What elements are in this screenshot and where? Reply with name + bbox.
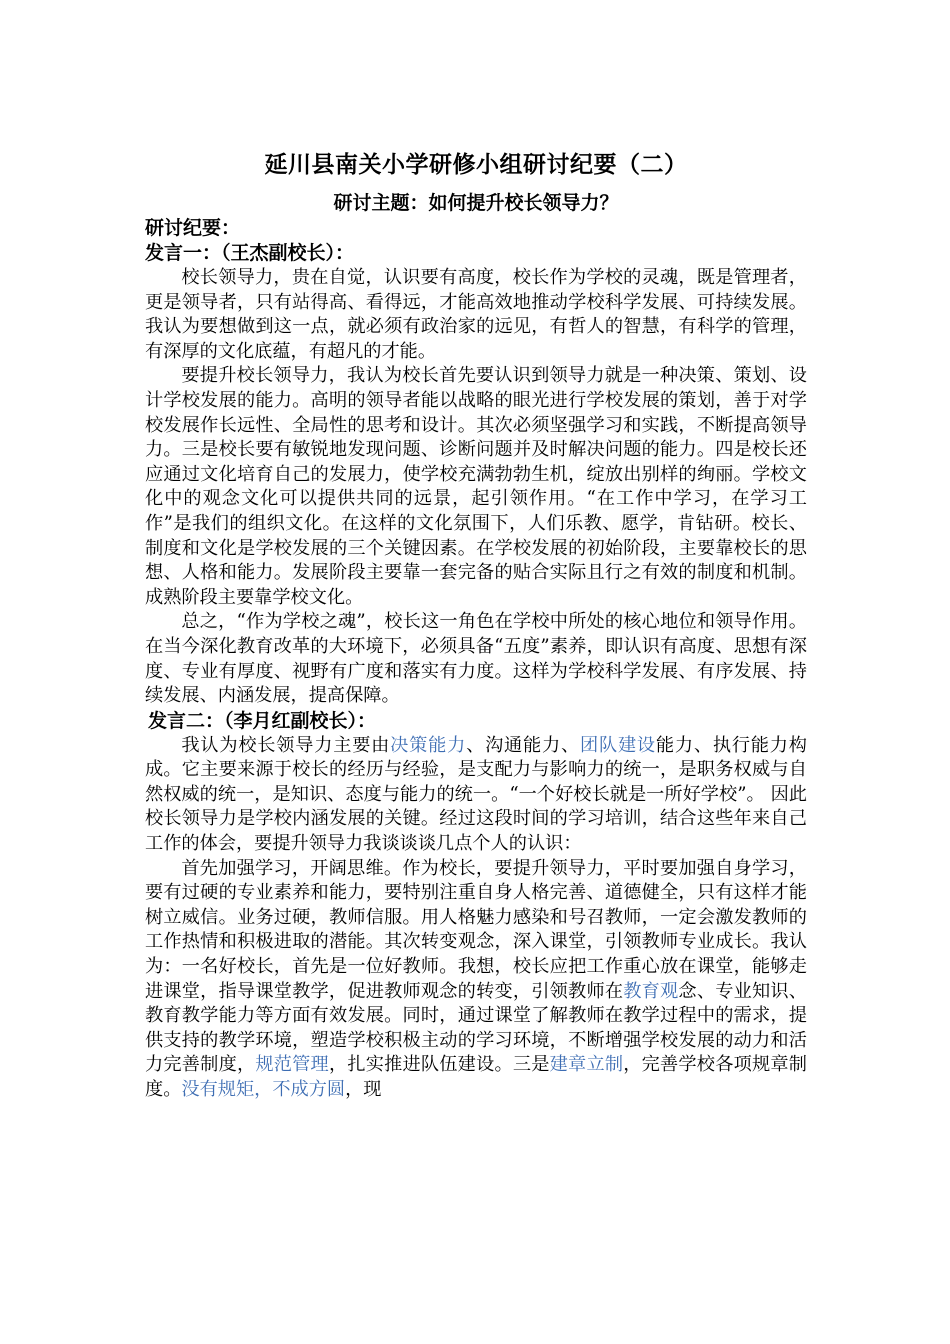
paragraph-text: ，现 [345, 1079, 382, 1100]
paragraph-text: 能力、执行能力构成。它主要来源于校长的经历与经验，是支配力与影响力的统一，是职务权威与自然权威的统一，是知识、态度与能力的统一。“一个好校长就是一所好学校”。 因此校长领导力是学校内涵发展的关键。经过这段时间的学习培训，结合这些年来自己工作的体会，要提升领导力我谈谈谈几点个人的认识： [145, 734, 807, 855]
keyword-link[interactable]: 没有规矩，不成方圆 [181, 1079, 346, 1100]
document-title: 延川县南关小学研修小组研讨纪要（二） [264, 151, 688, 178]
speech2-paragraph [145, 857, 807, 1103]
document-subtitle: 研讨主题：如何提升校长领导力？ [333, 192, 619, 214]
paragraph-text: 、沟通能力、 [466, 734, 580, 756]
keyword-link[interactable]: 决策能力 [390, 734, 467, 756]
keyword-link[interactable]: 规范管理 [255, 1054, 329, 1076]
paragraph-text: 首先加强学习，开阔思维。作为校长，要提升领导力，平时要加强自身学习，要有过硬的专业素养和能力，要特别注重自身人格完善、道德健全，只有这样才能树立威信。业务过硬，教师信服。用人格魅力感染和号召教师，一定会激发教师的工作热情和积极进取的潜能。其次转变观念，深入课堂，引领教师专业成长。我认为：一名好校长，首先是一位好教师。我想，校长应把工作重心放在课堂，能够走进课堂，指导课堂教学，促进教师观念的转变，引领教师在 [145, 857, 807, 1002]
speech1-label: 发言一：（王杰副校长）： [145, 242, 355, 264]
paragraph-text: ，扎实推进队伍建设。三是 [328, 1054, 550, 1076]
paragraph-text: 我认为校长领导力主要由 [181, 734, 391, 756]
summary-label: 研讨纪要： [145, 217, 241, 239]
speech1-paragraph: 校长领导力，贵在自觉，认识要有高度，校长作为学校的灵魂，既是管理者，更是领导者，只有站得高、看得远，才能高效地推动学校科学发展、可持续发展。我认为要想做到这一点，就必须有政治家的远见，有哲人的智慧，有科学的管理，有深厚的文化底蕴，有超凡的才能。 [145, 267, 807, 362]
keyword-link[interactable]: 教育观 [623, 980, 679, 1002]
keyword-link[interactable]: 团队建设 [579, 734, 656, 756]
speech2-paragraph [145, 734, 807, 857]
speech1-paragraph: 要提升校长领导力，我认为校长首先要认识到领导力就是一种决策、策划、设计学校发展的能力。高明的领导者能以战略的眼光进行学校发展的策划，善于对学校发展作长远性、全局性的思考和设计。其次必须坚强学习和实践，不断提高领导力。三是校长要有敏锐地发现问题、诊断问题并及时解决问题的能力。四是校长还应通过文化培育自己的发展力，使学校充满勃勃生机，绽放出别样的绚丽。学校文化中的观念文化可以提供共同的远景，起引领作用。“在工作中学习，在学习工作”是我们的组织文化。在这样的文化氛围下，人们乐教、愿学，肯钻研。校长、制度和文化是学校发展的三个关键因素。在学校发展的初始阶段，主要靠校长的思想、人格和能力。发展阶段主要靠一套完备的贴合实际且行之有效的制度和机制。成熟阶段主要靠学校文化。 [145, 365, 807, 608]
speech1-paragraph: 总之，“作为学校之魂”，校长这一角色在学校中所处的核心地位和领导作用。在当今深化教育改革的大环境下，必须具备“五度”素养，即认识有高度、思想有深度、专业有厚度、视野有广度和落实有力度。这样为学校科学发展、有序发展、持续发展、内涵发展，提高保障。 [145, 611, 807, 707]
speech2-label: 发言二：（李月红副校长）： [148, 709, 377, 732]
document-body [145, 150, 807, 1103]
paragraph-text: ，完善学校各项规章制度。 [145, 1054, 807, 1100]
keyword-link[interactable]: 建章立制 [549, 1054, 624, 1076]
paragraph-text: 念、专业知识、教育教学能力等方面有效发展。同时，通过课堂了解教师在教学过程中的需求，提供支持的教学环境，塑造学校积极主动的学习环境，不断增强学校发展的动力和活力完善制度， [145, 980, 807, 1076]
